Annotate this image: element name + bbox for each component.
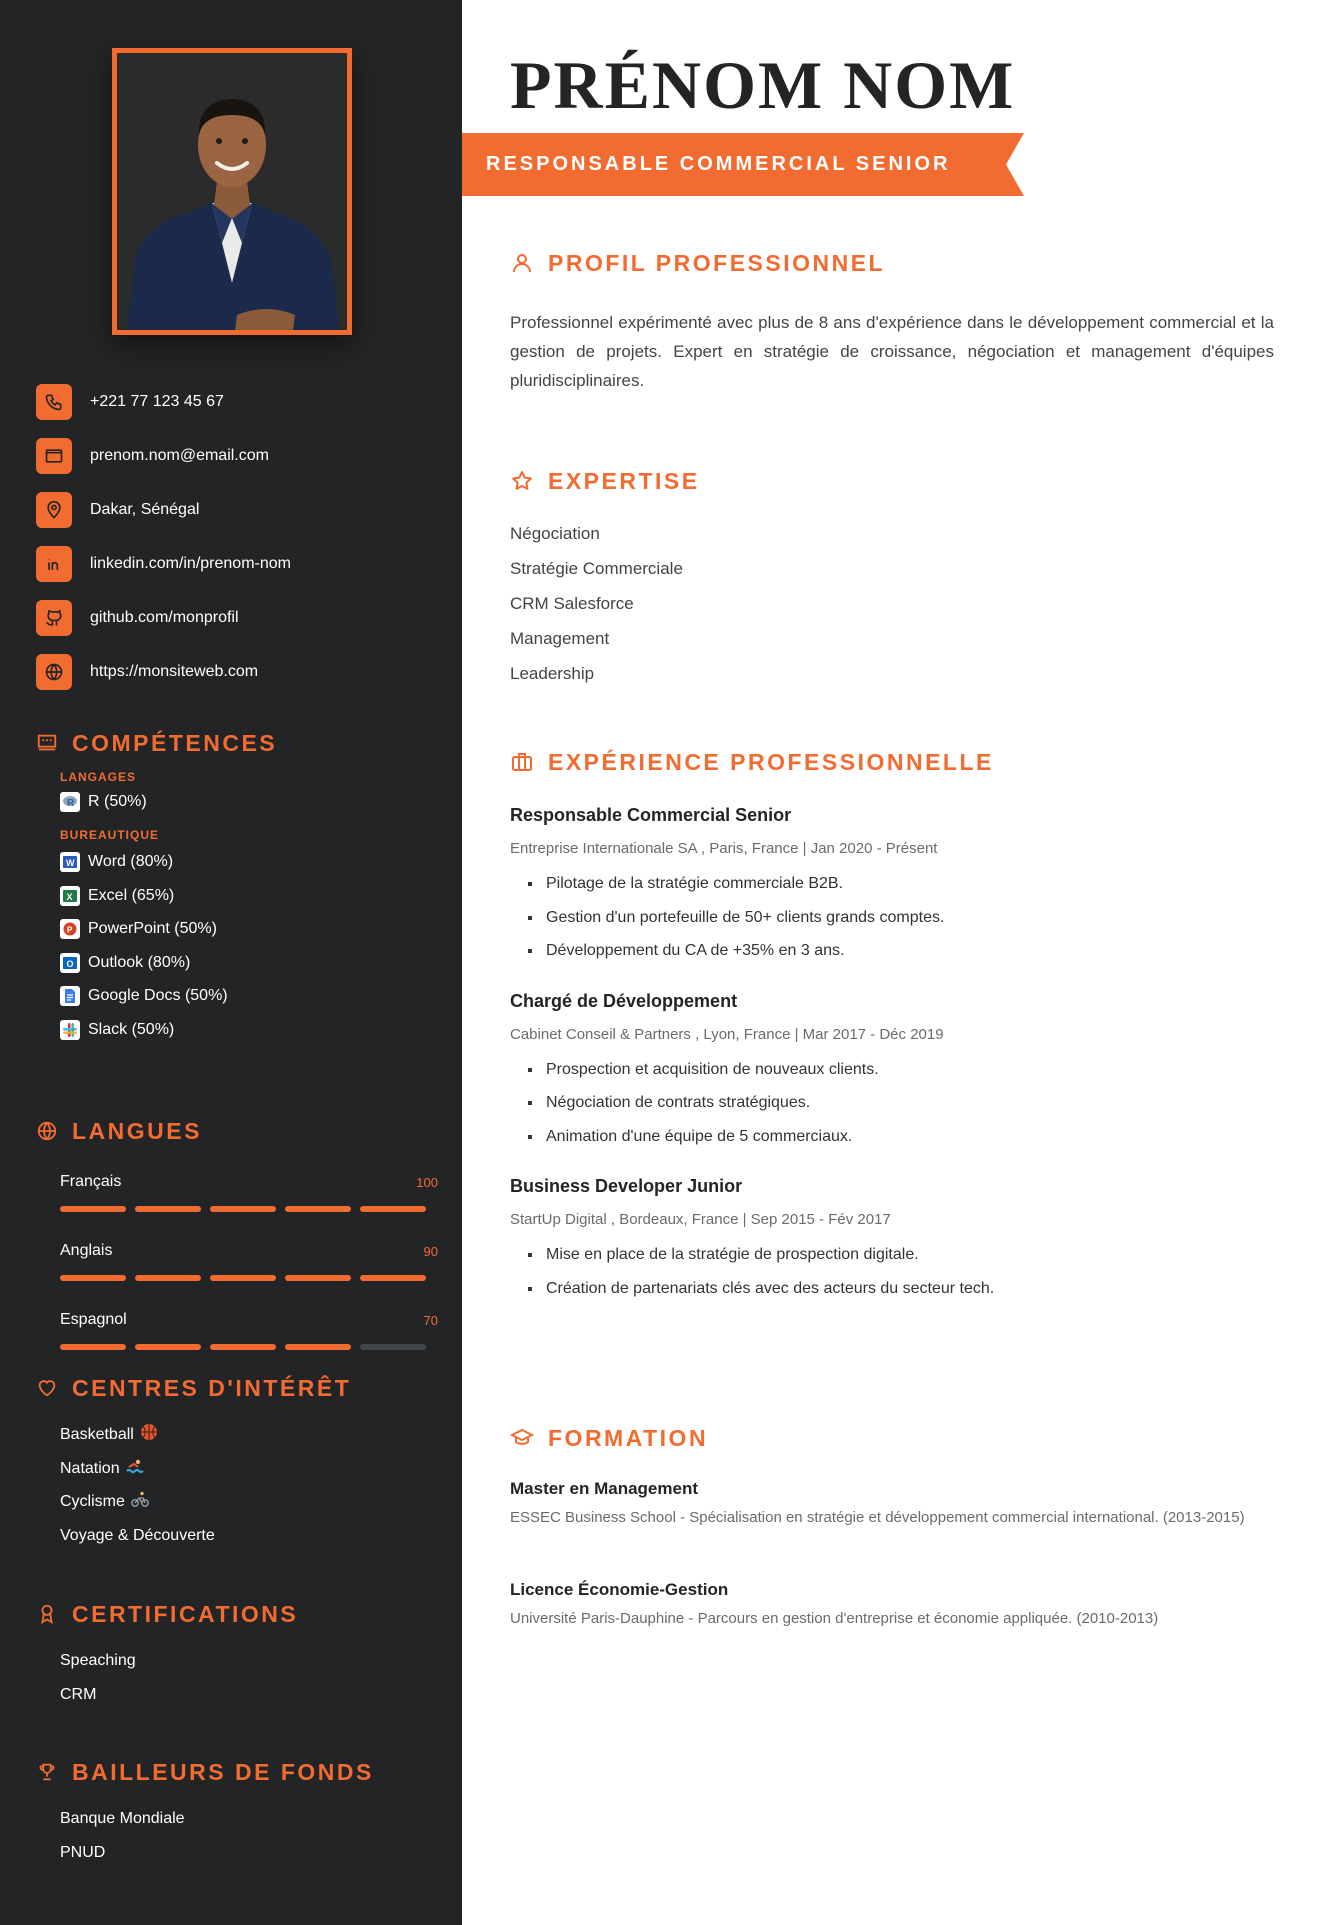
expertise-item: Stratégie Commerciale xyxy=(510,559,683,578)
language-level-value: 90 xyxy=(423,1243,438,1259)
expertise-item: Management xyxy=(510,629,610,648)
job-bullet: Négociation de contrats stratégiques. xyxy=(510,1091,1274,1125)
expertise-section xyxy=(510,466,1274,697)
email-icon xyxy=(36,438,72,474)
section-title: COMPÉTENCES xyxy=(36,728,277,758)
level-segment xyxy=(360,1344,426,1350)
level-segment xyxy=(135,1344,201,1350)
level-segment xyxy=(285,1344,351,1350)
funder-item: Banque Mondiale xyxy=(60,1810,185,1827)
level-segment xyxy=(285,1275,351,1281)
language-item-espagnol xyxy=(60,1310,462,1350)
level-segment xyxy=(360,1206,426,1212)
section-title: LANGUES xyxy=(36,1116,462,1146)
interest-item: Natation xyxy=(60,1457,351,1491)
level-segment xyxy=(210,1275,276,1281)
language-name: Français xyxy=(60,1173,122,1190)
language-level-value: 100 xyxy=(416,1174,438,1190)
section-title: CENTRES D'INTÉRÊT xyxy=(36,1373,351,1403)
candidate-name: PRÉNOM NOM xyxy=(510,47,1016,123)
svg-text:X: X xyxy=(66,891,73,902)
linkedin-icon xyxy=(36,546,72,582)
certification-item: Speaching xyxy=(60,1652,136,1669)
github-icon xyxy=(36,600,72,636)
contact-text: https://monsiteweb.com xyxy=(90,663,259,680)
section-title: BAILLEURS DE FONDS xyxy=(36,1757,374,1787)
skill-item: Slack (50%) xyxy=(60,1018,277,1042)
expertise-item: CRM Salesforce xyxy=(510,594,634,613)
user-icon xyxy=(510,251,534,275)
slack-icon xyxy=(60,1020,80,1040)
trophy-icon xyxy=(36,1761,58,1783)
svg-text:O: O xyxy=(66,958,74,969)
cyclist-icon xyxy=(131,1490,149,1508)
outlook-icon xyxy=(60,953,80,973)
phone-icon xyxy=(36,384,72,420)
job-title-ribbon xyxy=(462,133,1024,196)
education-section xyxy=(510,1423,1274,1627)
level-segment xyxy=(285,1206,351,1212)
globe-icon xyxy=(36,1120,58,1142)
excel-icon xyxy=(60,886,80,906)
degree-title: Master en Management xyxy=(510,1479,698,1498)
contact-linkedin[interactable] xyxy=(36,546,291,582)
certifications-section xyxy=(36,1599,298,1716)
contact-text: github.com/monprofil xyxy=(90,609,239,626)
job-bullet: Pilotage de la stratégie commerciale B2B. xyxy=(510,872,1274,906)
contact-website[interactable] xyxy=(36,654,291,690)
language-level-bar xyxy=(60,1344,426,1350)
level-segment xyxy=(135,1275,201,1281)
job-entry xyxy=(510,1176,1274,1310)
portrait-image xyxy=(117,53,347,330)
contact-location xyxy=(36,492,291,528)
job-bullet: Animation d'une équipe de 5 commerciaux. xyxy=(510,1125,1274,1159)
basketball-icon xyxy=(140,1423,158,1441)
job-bullet: Mise en place de la stratégie de prospection digitale. xyxy=(510,1243,1274,1277)
main-content xyxy=(462,0,1320,1925)
google-docs-icon xyxy=(60,986,80,1006)
interest-item: Cyclisme xyxy=(60,1490,351,1524)
language-item-anglais xyxy=(60,1241,462,1281)
svg-text:W: W xyxy=(66,858,75,868)
sidebar xyxy=(0,0,462,1925)
section-title: FORMATION xyxy=(510,1423,1274,1453)
language-level-bar xyxy=(60,1206,426,1212)
experience-section xyxy=(510,747,1274,1310)
level-segment xyxy=(210,1344,276,1350)
swimmer-icon xyxy=(126,1457,144,1475)
language-name: Anglais xyxy=(60,1242,113,1259)
skill-item: W Word (80%) xyxy=(60,850,277,874)
skill-item: Google Docs (50%) xyxy=(60,984,277,1008)
job-bullet: Développement du CA de +35% en 3 ans. xyxy=(510,939,1274,973)
job-entry xyxy=(510,805,1274,973)
job-bullet: Création de partenariats clés avec des acteurs du secteur tech. xyxy=(510,1277,1274,1311)
level-segment xyxy=(60,1344,126,1350)
contact-text: prenom.nom@email.com xyxy=(90,447,269,464)
skills-section xyxy=(36,728,277,1042)
skill-category: LANGAGES xyxy=(60,770,137,784)
interest-item: Basketball xyxy=(60,1423,351,1457)
skill-category: BUREAUTIQUE xyxy=(60,828,160,842)
skill-item: R R (50%) xyxy=(60,790,277,814)
briefcase-icon xyxy=(510,750,534,774)
job-title: Responsable Commercial Senior xyxy=(510,805,792,825)
skill-item: P PowerPoint (50%) xyxy=(60,917,277,941)
contact-phone[interactable] xyxy=(36,384,291,420)
education-entry xyxy=(510,1580,1274,1627)
expertise-item: Leadership xyxy=(510,664,595,683)
section-title: CERTIFICATIONS xyxy=(36,1599,298,1629)
job-bullet: Gestion d'un portefeuille de 50+ clients grands comptes. xyxy=(510,906,1274,940)
job-meta: Cabinet Conseil & Partners , Lyon, France | Mar 2017 - Déc 2019 xyxy=(510,1025,944,1043)
level-segment xyxy=(210,1206,276,1212)
section-title: EXPERTISE xyxy=(510,466,1274,496)
section-title: EXPÉRIENCE PROFESSIONNELLE xyxy=(510,747,1274,777)
globe-icon xyxy=(36,654,72,690)
job-title: RESPONSABLE COMMERCIAL SENIOR xyxy=(486,153,951,175)
graduation-cap-icon xyxy=(510,1426,534,1450)
interest-item: Voyage & Découverte xyxy=(60,1526,215,1544)
powerpoint-icon xyxy=(60,919,80,939)
r-logo-icon xyxy=(60,792,80,812)
profile-summary: Professionnel expérimenté avec plus de 8 ans d'expérience dans le développement commercial et la gestion de projets. Expert en stratégie de croissance, négociation et management d'équipes pluridisciplinaires. xyxy=(510,313,1274,390)
job-meta: StartUp Digital , Bordeaux, France | Sep 2015 - Fév 2017 xyxy=(510,1211,891,1228)
job-title: Business Developer Junior xyxy=(510,1176,743,1196)
svg-text:P: P xyxy=(67,925,73,935)
funders-section xyxy=(36,1757,374,1874)
contact-github[interactable] xyxy=(36,600,291,636)
contact-text: +221 77 123 45 67 xyxy=(90,393,224,410)
language-item-francais xyxy=(60,1172,462,1212)
language-name: Espagnol xyxy=(60,1311,127,1328)
funder-item: PNUD xyxy=(60,1843,106,1861)
heart-icon xyxy=(36,1377,58,1399)
level-segment xyxy=(60,1275,126,1281)
job-title: Chargé de Développement xyxy=(510,990,738,1011)
star-icon xyxy=(510,469,534,493)
degree-details: Université Paris-Dauphine - Parcours en gestion d'entreprise et économie appliquée. (2010-2013) xyxy=(510,1610,1159,1627)
contact-email[interactable] xyxy=(36,438,291,474)
presentation-board-icon xyxy=(36,732,58,754)
contact-text: Dakar, Sénégal xyxy=(90,501,200,518)
svg-text:R: R xyxy=(67,798,75,809)
language-level-value: 70 xyxy=(423,1312,438,1328)
profile-photo xyxy=(112,48,352,335)
education-entry xyxy=(510,1479,1274,1526)
certification-item: CRM xyxy=(60,1685,97,1703)
skill-item: O Outlook (80%) xyxy=(60,951,277,975)
interests-section xyxy=(36,1373,351,1557)
word-icon xyxy=(60,852,80,872)
level-segment xyxy=(60,1206,126,1212)
profile-section xyxy=(510,248,1274,395)
level-segment xyxy=(135,1206,201,1212)
languages-section xyxy=(36,1116,462,1350)
award-ribbon-icon xyxy=(36,1603,58,1625)
contact-text: linkedin.com/in/prenom-nom xyxy=(90,555,291,572)
location-pin-icon xyxy=(36,492,72,528)
expertise-item: Négociation xyxy=(510,524,600,543)
section-title: PROFIL PROFESSIONNEL xyxy=(510,248,1274,278)
degree-title: Licence Économie-Gestion xyxy=(510,1580,729,1599)
job-meta: Entreprise Internationale SA , Paris, France | Jan 2020 - Présent xyxy=(510,840,938,857)
degree-details: ESSEC Business School - Spécialisation en stratégie et développement commercial international. (2013-2015) xyxy=(510,1509,1245,1526)
skill-item: X Excel (65%) xyxy=(60,884,277,908)
contact-list xyxy=(36,384,291,708)
language-level-bar xyxy=(60,1275,426,1281)
level-segment xyxy=(360,1275,426,1281)
job-entry xyxy=(510,991,1274,1159)
job-bullet: Prospection et acquisition de nouveaux clients. xyxy=(510,1058,1274,1092)
